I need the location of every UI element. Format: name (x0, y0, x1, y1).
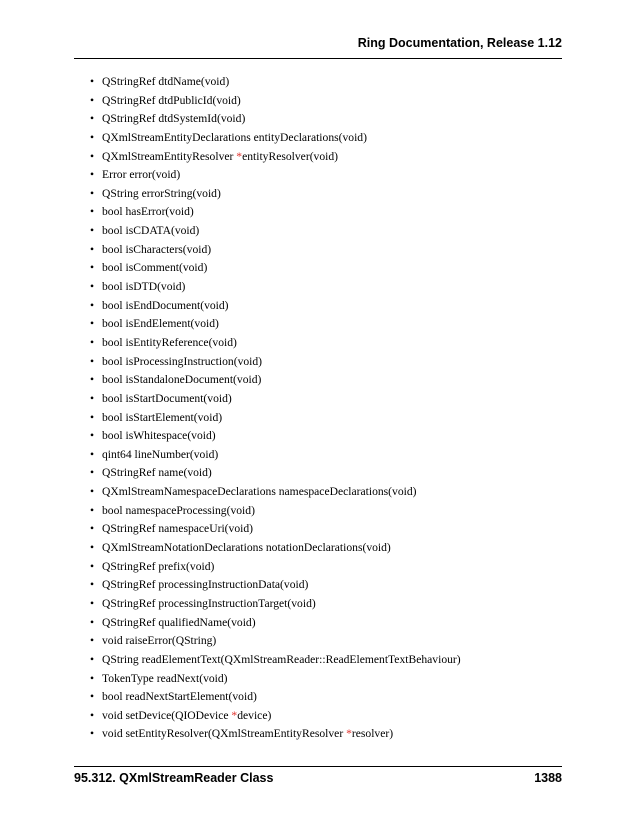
method-list-item (90, 595, 461, 614)
method-signature: bool isStartDocument(void) (102, 391, 232, 405)
method-list-item (90, 166, 461, 185)
method-list-item (90, 92, 461, 111)
bullet-icon: • (90, 298, 95, 312)
bullet-icon: • (90, 652, 95, 666)
bullet-icon: • (90, 559, 95, 573)
bullet-icon: • (90, 186, 95, 200)
footer-section-title: 95.312. QXmlStreamReader Class (74, 771, 274, 785)
bullet-icon: • (90, 447, 95, 461)
method-list-item (90, 315, 461, 334)
pointer-star: * (346, 727, 352, 741)
method-list-item (90, 483, 461, 502)
page-footer (74, 766, 562, 791)
bullet-icon: • (90, 168, 95, 182)
method-list-item (90, 259, 461, 278)
method-list-item (90, 558, 461, 577)
method-list-item (90, 297, 461, 316)
page-header (74, 34, 562, 59)
bullet-icon: • (90, 541, 95, 555)
bullet-icon: • (90, 261, 95, 275)
method-list-item (90, 371, 461, 390)
method-signature: Error error(void) (102, 168, 181, 182)
bullet-icon: • (90, 578, 95, 592)
method-signature: bool isEndElement(void) (102, 317, 219, 331)
method-signature: bool isStartElement(void) (102, 410, 223, 424)
method-signature: QStringRef dtdName(void) (102, 75, 230, 88)
method-signature: qint64 lineNumber(void) (102, 447, 219, 461)
method-signature: void setDevice(QIODevice (102, 708, 232, 722)
pointer-star: * (231, 708, 238, 722)
method-list-item (90, 632, 461, 651)
bullet-icon: • (90, 522, 95, 536)
method-list-item (90, 129, 461, 148)
method-signature: bool isDTD(void) (102, 280, 186, 294)
bullet-icon: • (90, 93, 95, 107)
bullet-icon: • (90, 727, 95, 741)
method-signature: QXmlStreamEntityResolver (102, 149, 237, 163)
bullet-icon: • (90, 224, 95, 238)
method-list-item (90, 110, 461, 129)
method-signature: bool namespaceProcessing(void) (102, 503, 255, 517)
bullet-icon: • (90, 354, 95, 368)
bullet-icon: • (90, 75, 95, 88)
method-signature: QStringRef dtdSystemId(void) (102, 112, 246, 126)
method-signature: void setEntityResolver(QXmlStreamEntityResolver (102, 727, 347, 741)
method-signature: bool isEntityReference(void) (102, 335, 237, 349)
method-signature: QStringRef prefix(void) (102, 559, 215, 573)
method-signature: QStringRef namespaceUri(void) (102, 522, 253, 536)
method-signature-rest: resolver) (351, 727, 394, 741)
method-list-item (90, 278, 461, 297)
method-list-item (90, 539, 461, 558)
method-list-item (90, 614, 461, 633)
bullet-icon: • (90, 280, 95, 294)
method-signature: bool isCharacters(void) (102, 242, 212, 256)
bullet-icon: • (90, 149, 95, 163)
method-list-item (90, 576, 461, 595)
bullet-icon: • (90, 634, 95, 648)
method-signature: TokenType readNext(void) (102, 671, 228, 685)
method-signature-rest: entityResolver(void) (242, 149, 339, 163)
method-signature: bool isWhitespace(void) (102, 429, 216, 443)
method-list-item (90, 651, 461, 670)
method-signature: QXmlStreamEntityDeclarations entityDeclarations(void) (102, 130, 367, 144)
bullet-icon: • (90, 242, 95, 256)
method-signature: QStringRef processingInstructionData(void) (102, 578, 309, 592)
method-list-item (90, 502, 461, 521)
bullet-icon: • (90, 485, 95, 499)
method-list-item (90, 222, 461, 241)
method-list-item (90, 688, 461, 707)
footer-page-number: 1388 (534, 771, 562, 785)
method-signature: QStringRef dtdPublicId(void) (102, 93, 241, 107)
method-signature: bool readNextStartElement(void) (102, 690, 257, 704)
method-list-item (90, 73, 461, 92)
bullet-icon: • (90, 112, 95, 126)
method-list-item (90, 464, 461, 483)
method-signature: void raiseError(QString) (102, 634, 217, 648)
method-list-item (90, 203, 461, 222)
bullet-icon: • (90, 671, 95, 685)
bullet-icon: • (90, 410, 95, 424)
method-signature: QStringRef name(void) (102, 466, 212, 480)
method-signature: QXmlStreamNamespaceDeclarations namespaceDeclarations(void) (102, 485, 417, 499)
method-signature: bool isComment(void) (102, 261, 208, 275)
header-title: Ring Documentation, Release 1.12 (357, 36, 562, 50)
bullet-icon: • (90, 130, 95, 144)
bullet-icon: • (90, 205, 95, 219)
method-list-item (90, 409, 461, 428)
method-signature: bool isStandaloneDocument(void) (102, 373, 262, 387)
bullet-icon: • (90, 708, 95, 722)
method-signature: bool isProcessingInstruction(void) (102, 354, 263, 368)
method-signature-rest: device) (237, 708, 272, 722)
method-list-item (90, 725, 461, 744)
method-list-item (90, 446, 461, 465)
method-list-item (90, 670, 461, 689)
bullet-icon: • (90, 615, 95, 629)
method-signature: QString errorString(void) (102, 186, 221, 200)
method-list-item (90, 520, 461, 539)
method-list-item (90, 390, 461, 409)
bullet-icon: • (90, 335, 95, 349)
method-list-item (90, 148, 461, 167)
method-list-item (90, 427, 461, 446)
bullet-icon: • (90, 596, 95, 610)
pointer-star: * (236, 149, 243, 163)
bullet-icon: • (90, 503, 95, 517)
method-signature: QXmlStreamNotationDeclarations notationDeclarations(void) (102, 541, 391, 555)
method-list-item (90, 353, 461, 372)
method-list-item (90, 241, 461, 260)
bullet-icon: • (90, 429, 95, 443)
method-signature: QString readElementText(QXmlStreamReader::ReadElementTextBehaviour) (102, 652, 461, 666)
bullet-icon: • (90, 373, 95, 387)
method-list (90, 73, 461, 744)
bullet-icon: • (90, 690, 95, 704)
method-list-item (90, 334, 461, 353)
method-signature: QStringRef qualifiedName(void) (102, 615, 256, 629)
method-signature: bool hasError(void) (102, 205, 194, 219)
method-list-item (90, 707, 461, 726)
method-list-item (90, 185, 461, 204)
method-signature: QStringRef processingInstructionTarget(void) (102, 596, 316, 610)
method-signature: bool isCDATA(void) (102, 224, 200, 238)
bullet-icon: • (90, 391, 95, 405)
bullet-icon: • (90, 317, 95, 331)
bullet-icon: • (90, 466, 95, 480)
method-signature: bool isEndDocument(void) (102, 298, 229, 312)
